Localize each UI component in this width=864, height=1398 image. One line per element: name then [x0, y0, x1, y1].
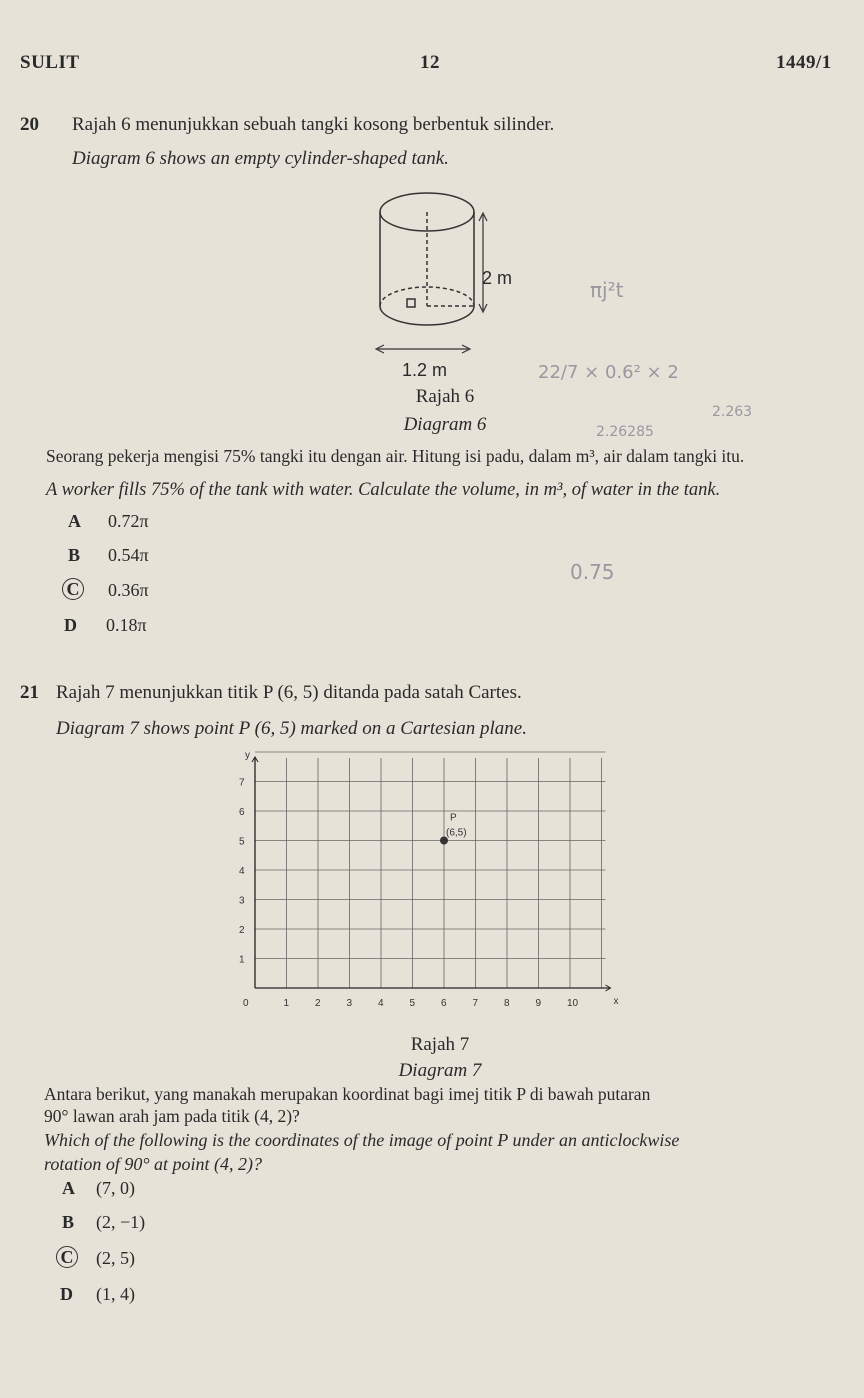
diagram7-caption-ms: Rajah 7 [410, 1034, 470, 1055]
q21-body-en-1: Which of the following is the coordinates of the image of point P under an anticlockwise [44, 1130, 680, 1150]
q20-option-d[interactable]: 0.18π [106, 615, 147, 635]
x-tick-label: 3 [346, 998, 353, 1009]
q21-option-a-letter[interactable]: A [62, 1178, 75, 1198]
point-p-name: P [450, 812, 457, 824]
y-tick-label: 1 [239, 954, 245, 966]
q21-text-en: Diagram 7 shows point P (6, 5) marked on a Cartesian plane. [56, 718, 527, 739]
q20-option-c-letter[interactable]: C [62, 578, 84, 600]
y-tick-label: 6 [239, 807, 245, 818]
q20-option-a-letter[interactable]: A [68, 511, 81, 531]
diagram7-caption-en: Diagram 7 [398, 1060, 482, 1081]
q20-option-b-letter[interactable]: B [68, 545, 81, 565]
q20-body-en: A worker fills 75% of the tank with water. Calculate the volume, in m³, of water in the tank. [46, 480, 721, 500]
x-tick-label: 0 [243, 998, 249, 1009]
x-tick-label: 8 [504, 998, 510, 1009]
page-number: 12 [420, 52, 440, 73]
q20-number: 20 [20, 114, 39, 135]
handwriting-formula: πj²t [590, 278, 624, 302]
y-tick-label: 4 [239, 866, 245, 877]
x-axis-label: x [613, 996, 619, 1007]
x-tick-label: 5 [409, 998, 416, 1009]
y-tick-label: 2 [239, 925, 245, 936]
header-left: SULIT [20, 52, 80, 73]
x-tick-label: 4 [378, 998, 384, 1009]
q21-option-a[interactable]: (7, 0) [96, 1178, 135, 1198]
y-axis-label: y [245, 750, 250, 761]
height-label: 2 m [482, 268, 513, 288]
q21-text-ms: Rajah 7 menunjukkan titik P (6, 5) ditanda pada satah Cartes. [56, 682, 522, 703]
point-p-coordinates: (6,5) [446, 827, 467, 839]
q21-number: 21 [20, 682, 39, 703]
diagram6-caption-en: Diagram 6 [403, 414, 487, 435]
x-tick-label: 2 [315, 998, 321, 1009]
y-tick-label: 7 [239, 777, 245, 789]
y-tick-label: 5 [239, 836, 245, 848]
x-tick-label: 7 [472, 998, 479, 1009]
diameter-arrow [376, 345, 470, 353]
x-tick-label: 1 [283, 998, 290, 1009]
cylinder-shape [380, 193, 474, 325]
handwriting-working: 22/7 × 0.6² × 2 [538, 362, 679, 383]
q21-option-c-letter[interactable]: C [56, 1246, 78, 1268]
q21-option-b[interactable]: (2, −1) [96, 1212, 146, 1232]
q20-body-ms: Seorang pekerja mengisi 75% tangki itu dengan air. Hitung isi padu, dalam m³, air dalam tangki itu. [46, 446, 745, 466]
diameter-label: 1.2 m [402, 360, 448, 380]
handwriting-result-1: 2.263 [712, 404, 753, 420]
diagram6-caption-ms: Rajah 6 [415, 386, 475, 407]
q21-option-b-letter[interactable]: B [62, 1212, 75, 1232]
q21-body-ms-2: 90° lawan arah jam pada titik (4, 2)? [44, 1106, 300, 1126]
q21-option-d-letter[interactable]: D [60, 1284, 73, 1304]
q21-option-c[interactable]: (2, 5) [96, 1248, 135, 1268]
q20-option-b[interactable]: 0.54π [108, 545, 149, 565]
y-tick-label: 3 [239, 895, 245, 907]
height-arrow [479, 213, 487, 312]
x-tick-label: 6 [441, 998, 447, 1009]
q20-option-a[interactable]: 0.72π [108, 511, 149, 531]
handwriting-percent: 0.75 [570, 560, 615, 584]
cartesian-plane [225, 750, 620, 1020]
header-right: 1449/1 [776, 52, 832, 73]
q20-text-en: Diagram 6 shows an empty cylinder-shaped tank. [72, 148, 449, 169]
q20-option-d-letter[interactable]: D [64, 615, 77, 635]
q21-body-ms-1: Antara berikut, yang manakah merupakan koordinat bagi imej titik P di bawah putaran [44, 1084, 651, 1104]
q20-option-c[interactable]: 0.36π [108, 580, 149, 600]
x-tick-label: 10 [567, 998, 579, 1009]
handwriting-result-2: 2.26285 [596, 424, 654, 440]
x-tick-label: 9 [535, 998, 542, 1009]
q21-option-d[interactable]: (1, 4) [96, 1284, 135, 1304]
q20-text-ms: Rajah 6 menunjukkan sebuah tangki kosong berbentuk silinder. [72, 114, 555, 135]
q21-body-en-2: rotation of 90° at point (4, 2)? [44, 1154, 263, 1174]
